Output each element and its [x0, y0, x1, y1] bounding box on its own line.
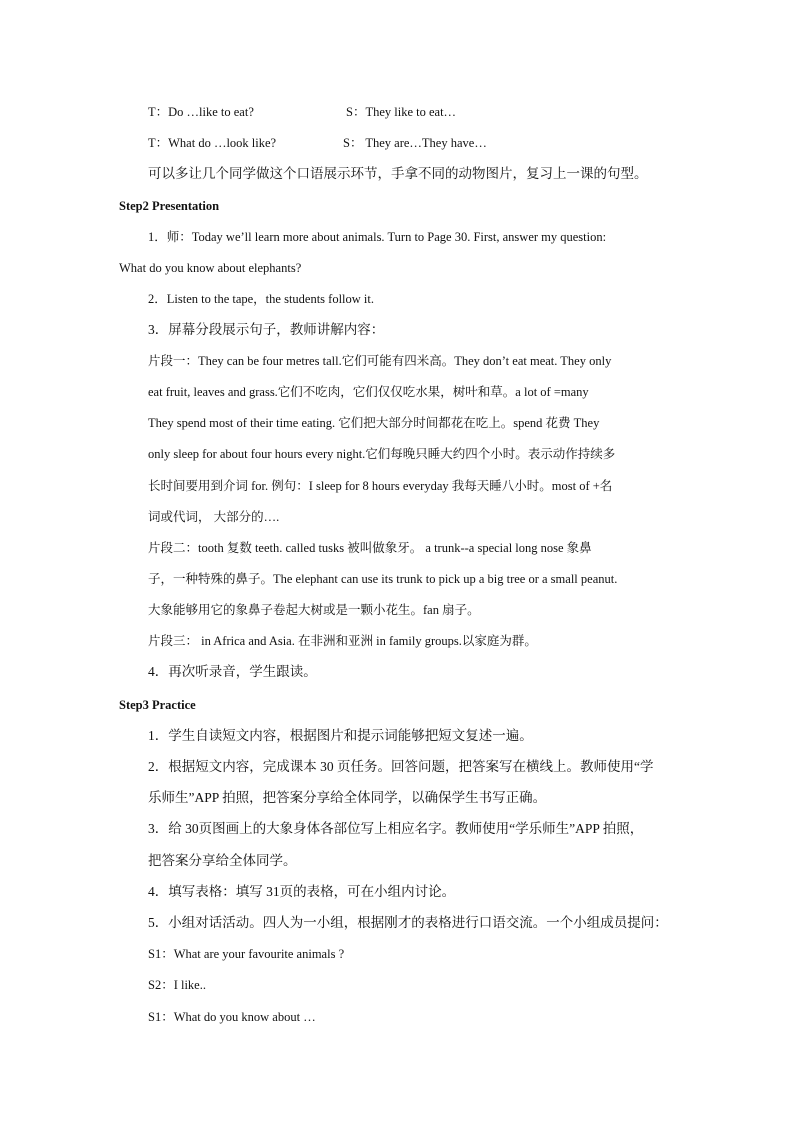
segment-2-line: 片段二：tooth 复数 teeth. called tusks 被叫做象牙。 a trunk--a special long nose 象鼻: [148, 541, 592, 555]
segment-2-line: 子，一种特殊的鼻子。The elephant can use its trunk to pick up a big tree or a small peanut.: [148, 572, 618, 586]
segment-1-line: 长时间要用到介词 for. 例句：I sleep for 8 hours everyday 我每天睡八小时。most of +名: [148, 479, 613, 493]
step2-item-1: 1．师：Today we’ll learn more about animals. Turn to Page 30. First, answer my question:: [148, 230, 607, 244]
segment-3-line: 片段三： in Africa and Asia. 在非洲和亚洲 in family groups.以家庭为群。: [148, 634, 537, 648]
section-heading-step2: Step2 Presentation: [119, 199, 220, 213]
student-line: S：They like to eat…: [346, 105, 457, 119]
step3-item-2-cont: 乐师生”APP 拍照，把答案分享给全体同学，以确保学生书写正确。: [148, 790, 547, 805]
segment-1-line: 词或代词， 大部分的….: [148, 510, 280, 524]
segment-1-line: eat fruit, leaves and grass.它们不吃肉，它们仅仅吃水果，树叶和草。a lot of =many: [148, 385, 589, 399]
step2-item-1-cont: What do you know about elephants?: [119, 261, 302, 275]
step3-item-2: 2．根据短文内容，完成课本 30 页任务。回答问题，把答案写在横线上。教师使用“学: [148, 759, 654, 774]
segment-1-line: They spend most of their time eating. 它们把大部分时间都花在吃上。spend 花费 They: [148, 416, 600, 430]
teacher-line: T：What do …look like?: [148, 136, 277, 150]
practice-dialog-line: S1：What do you know about …: [148, 1010, 316, 1024]
segment-2-line: 大象能够用它的象鼻子卷起大树或是一颗小花生。fan 扇子。: [148, 603, 480, 617]
segment-1-line: only sleep for about four hours every night.它们每晚只睡大约四个小时。表示动作持续多: [148, 447, 616, 461]
step3-item-4: 4．填写表格：填写 31页的表格，可在小组内讨论。: [148, 884, 456, 899]
step3-item-3-cont: 把答案分享给全体同学。: [148, 853, 297, 868]
intro-note: 可以多让几个同学做这个口语展示环节，手拿不同的动物图片，复习上一课的句型。: [148, 166, 648, 181]
section-heading-step3: Step3 Practice: [119, 698, 196, 712]
step3-item-1: 1．学生自读短文内容，根据图片和提示词能够把短文复述一遍。: [148, 728, 533, 743]
teacher-line: T：Do …like to eat?: [148, 105, 254, 119]
step3-item-5: 5．小组对话活动。四人为一小组，根据刚才的表格进行口语交流。一个小组成员提问：: [148, 915, 668, 930]
step2-item-4: 4．再次听录音，学生跟读。: [148, 664, 317, 679]
step2-item-2: 2．Listen to the tape，the students follow it.: [148, 292, 375, 306]
segment-1-line: 片段一：They can be four metres tall.它们可能有四米高。They don’t eat meat. They only: [148, 354, 612, 368]
step2-item-3: 3．屏幕分段展示句子，教师讲解内容：: [148, 322, 385, 337]
student-line: S： They are…They have…: [343, 136, 487, 150]
step3-item-3: 3．给 30页图画上的大象身体各部位写上相应名字。教师使用“学乐师生”APP 拍照，: [148, 821, 644, 836]
practice-dialog-line: S2：I like..: [148, 978, 206, 992]
practice-dialog-line: S1：What are your favourite animals ?: [148, 947, 345, 961]
